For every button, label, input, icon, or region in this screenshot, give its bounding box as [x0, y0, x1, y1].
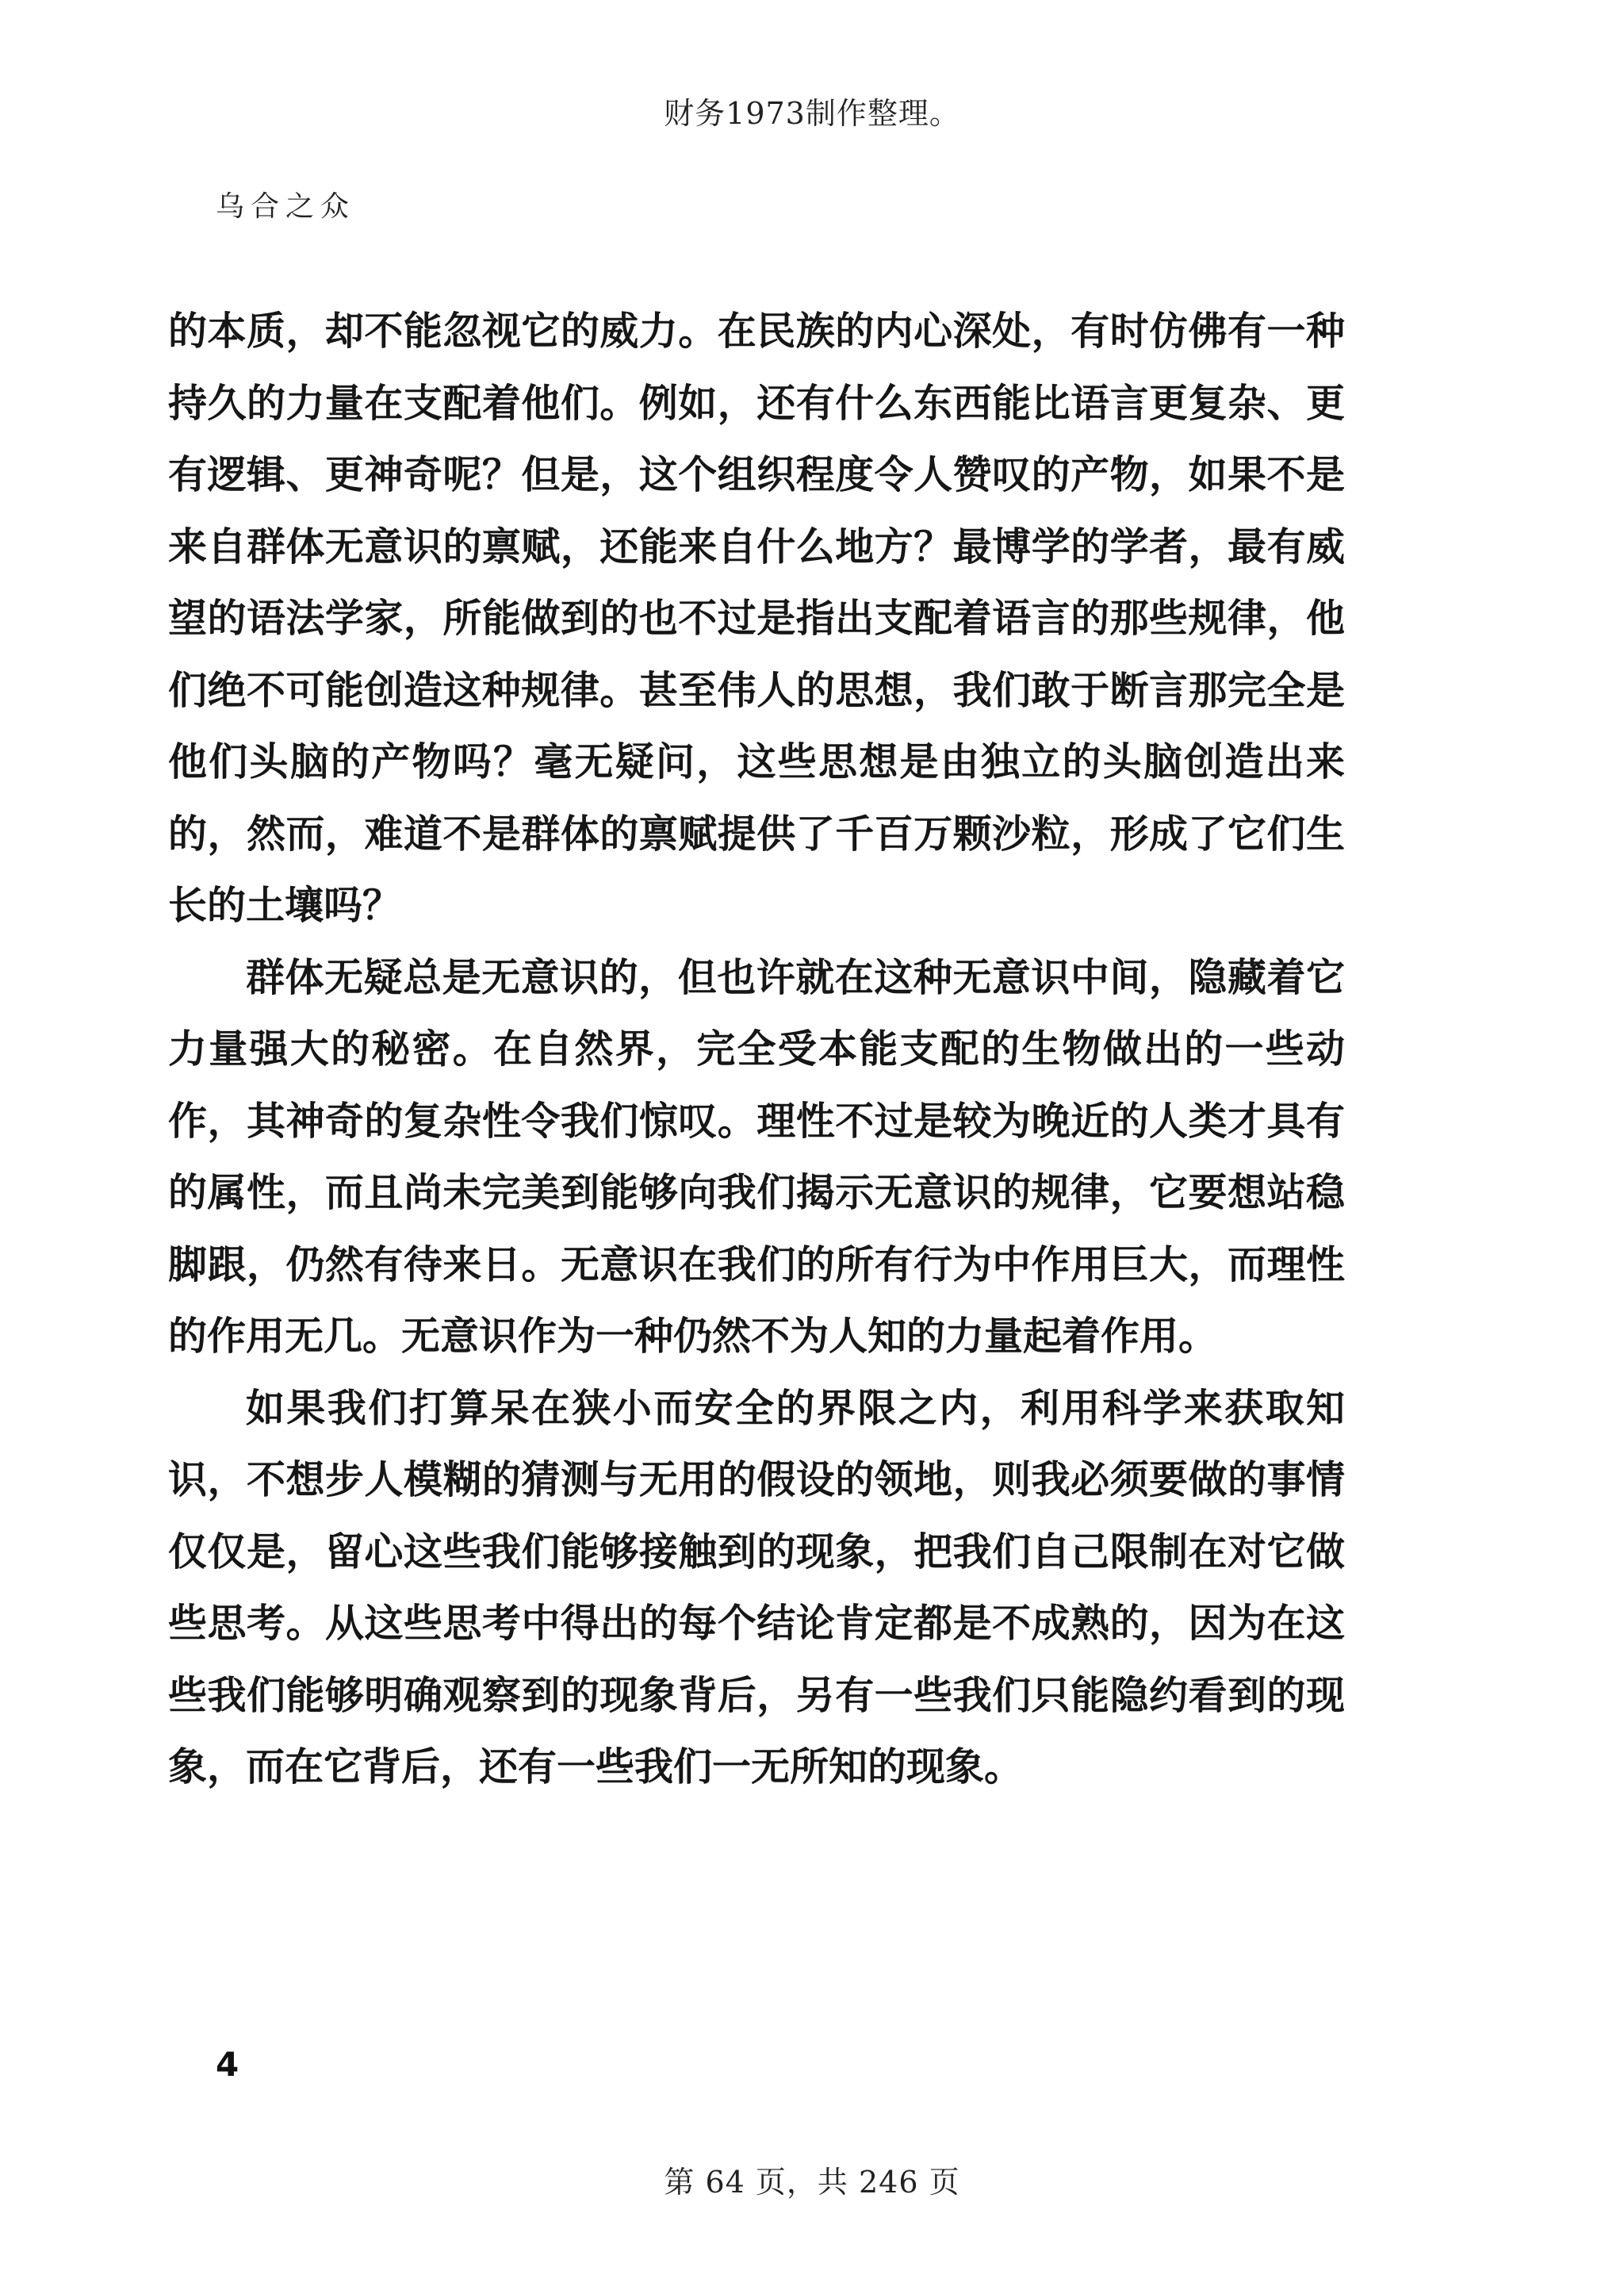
paragraph-2: 群体无疑总是无意识的，但也许就在这种无意识中间，隐藏着它力量强大的秘密。在自然界，完全受本能支配的生物做出的一些动作，其神奇的复杂性令我们惊叹。理性不过是较为晚近的人类才具有的属性，而且尚未完美到能够向我们揭示无意识的规律，它要想站稳脚跟，仍然有待来日。无意识在我们的所有行为中作用巨大，而理性的作用无几。无意识作为一种仍然不为人知的力量起着作用。: [168, 953, 1345, 1359]
paragraph-3: 如果我们打算呆在狭小而安全的界限之内，利用科学来获取知识，不想步人模糊的猜测与无用的假设的领地，则我必须要做的事情仅仅是，留心这些我们能够接触到的现象，把我们自己限制在对它做些思考。从这些思考中得出的每个结论肯定都是不成熟的，因为在这些我们能够明确观察到的现象背后，另有一些我们只能隐约看到的现象，而在它背后，还有一些我们一无所知的现象。: [168, 1384, 1345, 1789]
running-head-title: 乌合之众: [216, 190, 356, 223]
body-text: [168, 295, 1345, 1803]
paragraph-1: 的本质，却不能忽视它的威力。在民族的内心深处，有时仿佛有一种持久的力量在支配着他们。例如，还有什么东西能比语言更复杂、更有逻辑、更神奇呢？但是，这个组织程度令人赞叹的产物，如果不是来自群体无意识的禀赋，还能来自什么地方？最博学的学者，最有威望的语法学家，所能做到的也不过是指出支配着语言的那些规律，他们绝不可能创造这种规律。甚至伟人的思想，我们敢于断言那完全是他们头脑的产物吗？毫无疑问，这些思想是由独立的头脑创造出来的，然而，难道不是群体的禀赋提供了千百万颗沙粒，形成了它们生长的土壤吗？: [168, 308, 1345, 928]
page-number: 4: [216, 2045, 239, 2084]
watermark-text: 财务1973制作整理。: [664, 96, 960, 131]
page-counter: 第 64 页，共 246 页: [664, 2165, 960, 2200]
